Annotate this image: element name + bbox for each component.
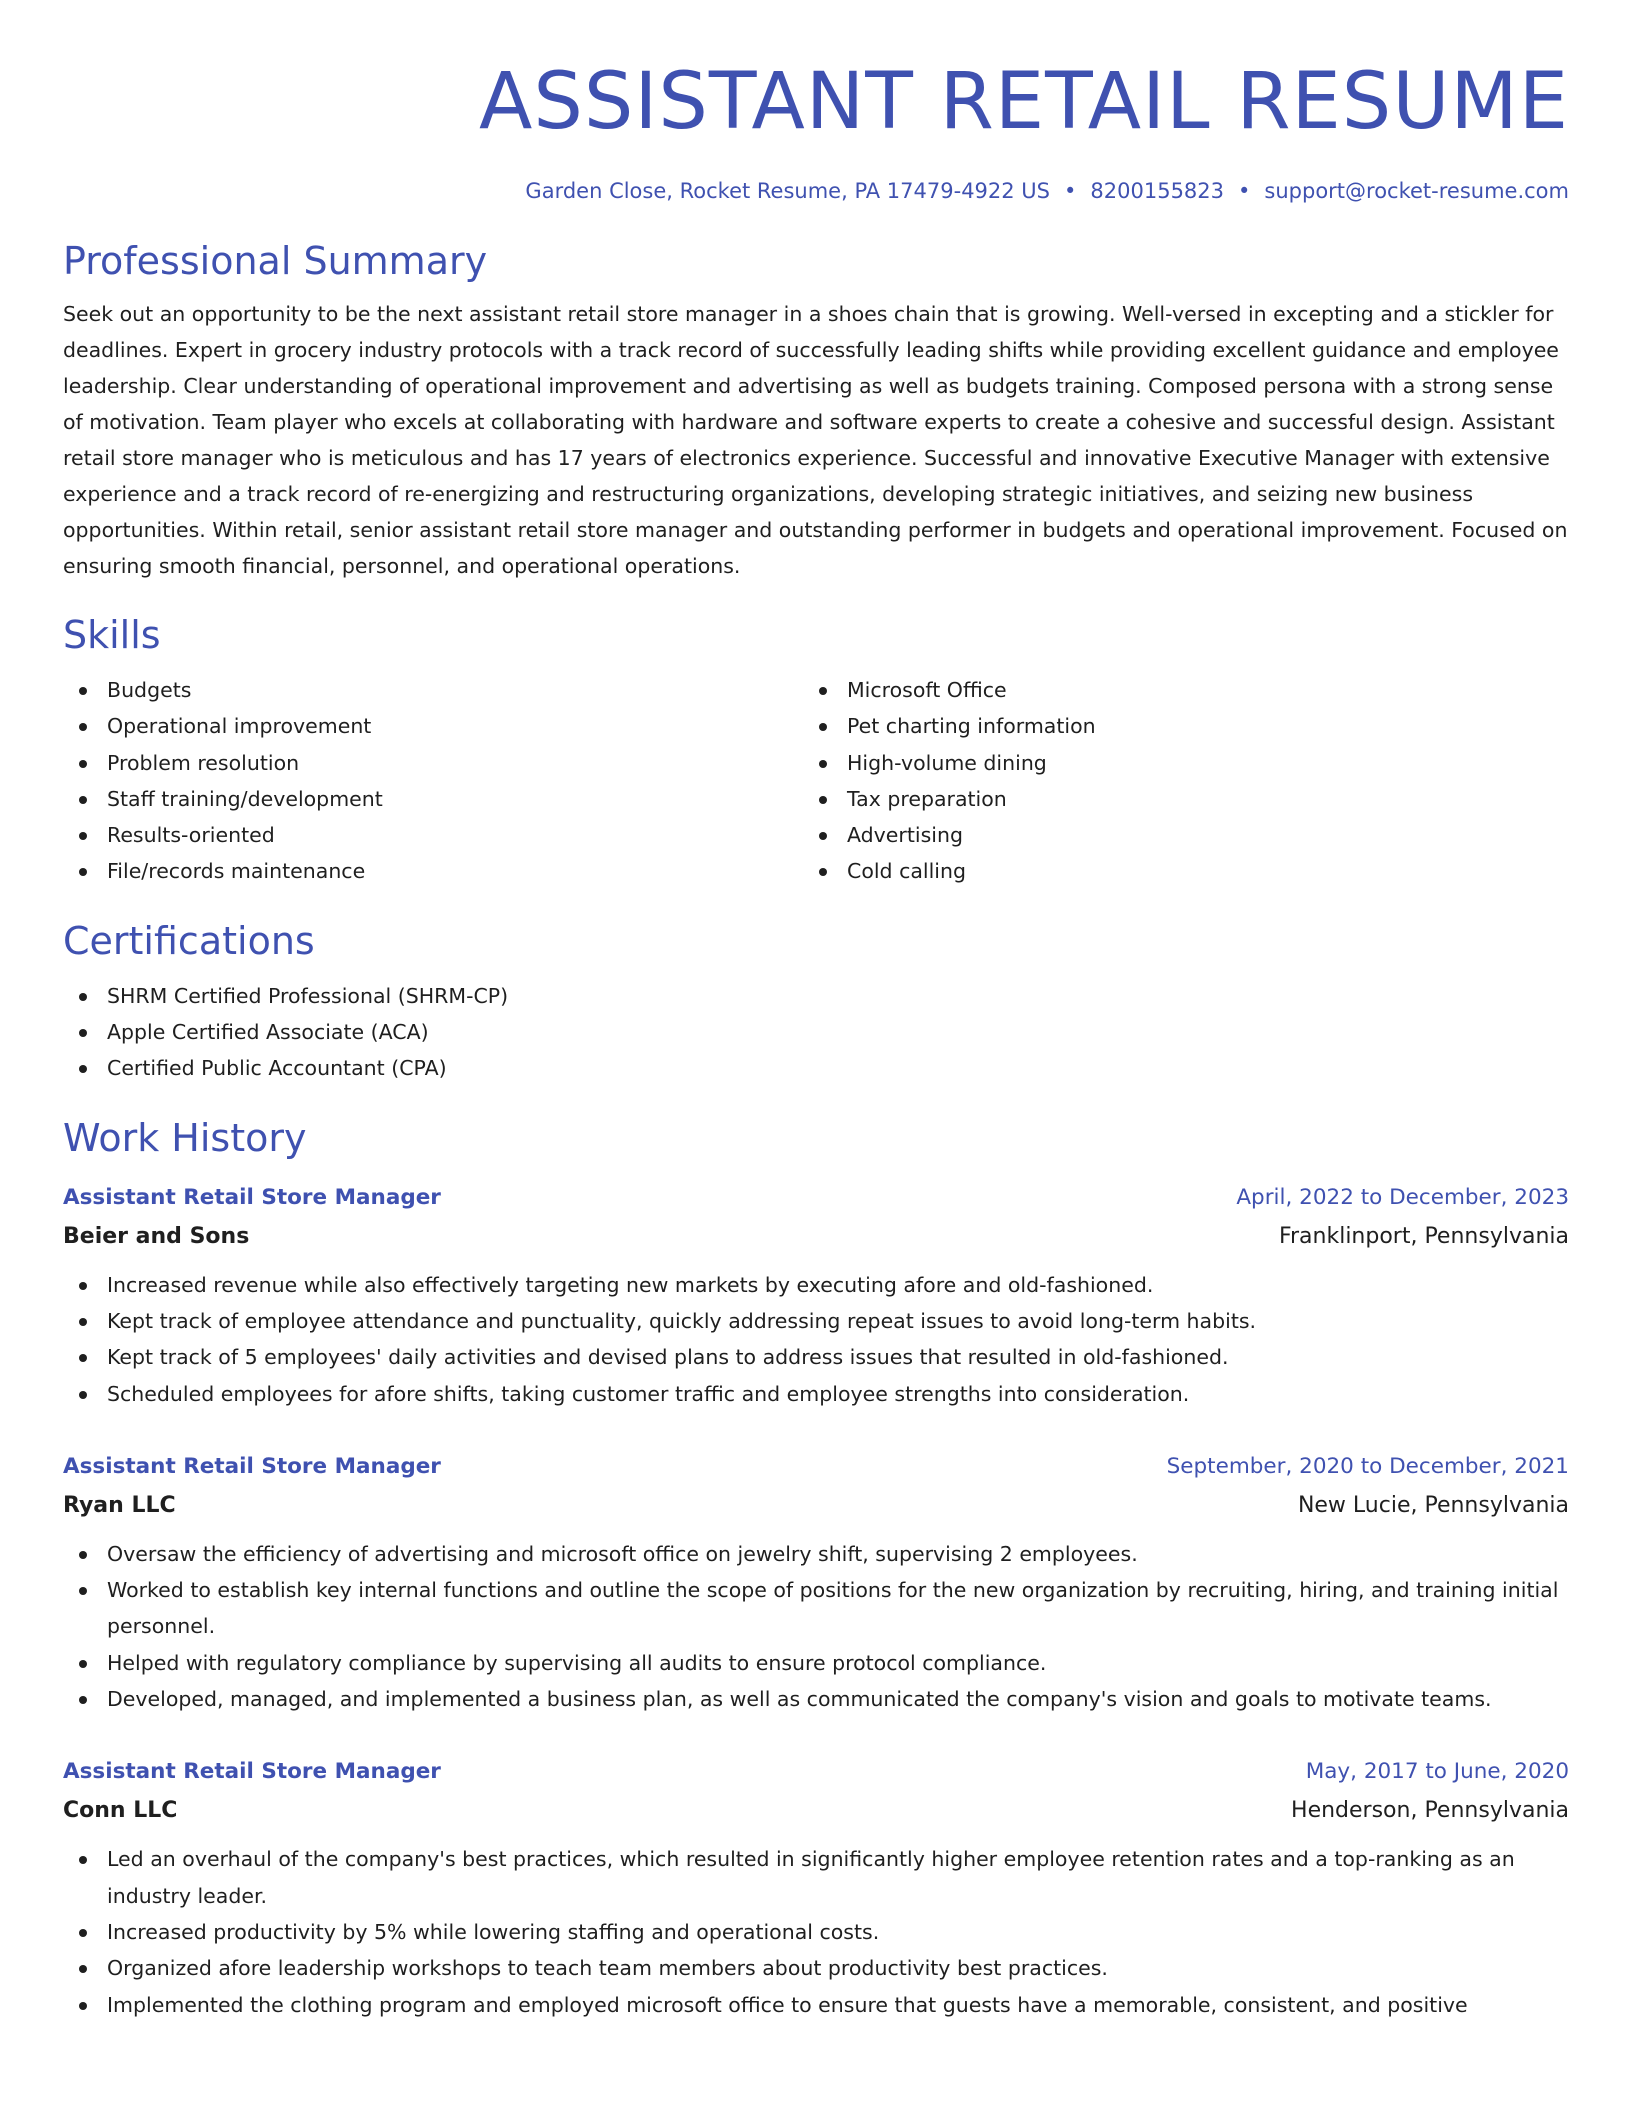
job-bullet: Organized afore leadership workshops to teach team members about productivity best practices. bbox=[63, 1950, 1569, 1986]
job-company-row bbox=[63, 1791, 1569, 1831]
resume-header bbox=[63, 56, 1569, 206]
contact-email[interactable]: support@rocket-resume.com bbox=[1264, 179, 1569, 203]
skills-list-left bbox=[63, 672, 803, 890]
job-company: Conn LLC bbox=[63, 1798, 178, 1824]
contact-line bbox=[63, 176, 1569, 206]
separator-dot: • bbox=[1238, 179, 1251, 203]
certifications-section bbox=[63, 916, 1569, 1087]
skill-item: Tax preparation bbox=[803, 781, 1543, 817]
certification-item: Apple Certified Associate (ACA) bbox=[63, 1014, 1569, 1050]
skills-section bbox=[63, 610, 1569, 890]
certification-item: SHRM Certified Professional (SHRM-CP) bbox=[63, 978, 1569, 1014]
contact-phone: 8200155823 bbox=[1090, 179, 1225, 203]
job-company-row bbox=[63, 1486, 1569, 1526]
job-bullet: Helped with regulatory compliance by supervising all audits to ensure protocol compliance. bbox=[63, 1645, 1569, 1681]
job-location: Franklinport, Pennsylvania bbox=[1278, 1223, 1569, 1249]
job-bullets bbox=[63, 1536, 1569, 1717]
job-bullet: Developed, managed, and implemented a business plan, as well as communicated the company's vision and goals to motivate teams. bbox=[63, 1681, 1569, 1717]
skills-list-right bbox=[803, 672, 1543, 890]
skill-item: Results-oriented bbox=[63, 817, 803, 853]
job-company-row bbox=[63, 1217, 1569, 1257]
work-history-section bbox=[63, 1113, 1569, 2023]
job-entry bbox=[63, 1448, 1569, 1717]
job-bullets bbox=[63, 1841, 1569, 2022]
job-bullets bbox=[63, 1267, 1569, 1412]
skills-title: Skills bbox=[63, 613, 161, 657]
skills-grid bbox=[63, 672, 1569, 890]
job-header-row bbox=[63, 1753, 1569, 1791]
job-bullet: Led an overhaul of the company's best practices, which resulted in significantly higher employee retention rates and a top-ranking as an industry leader. bbox=[63, 1841, 1569, 1914]
job-dates: September, 2020 to December, 2021 bbox=[1166, 1453, 1569, 1479]
certification-item: Certified Public Accountant (CPA) bbox=[63, 1050, 1569, 1086]
skill-item: Cold calling bbox=[803, 853, 1543, 889]
job-entry bbox=[63, 1753, 1569, 2022]
skill-item: High-volume dining bbox=[803, 745, 1543, 781]
summary-title: Professional Summary bbox=[63, 239, 488, 283]
job-title: Assistant Retail Store Manager bbox=[63, 1184, 441, 1210]
contact-address: Garden Close, Rocket Resume, PA 17479-4922 US bbox=[525, 179, 1051, 203]
job-bullet: Implemented the clothing program and employed microsoft office to ensure that guests have a memorable, consistent, and positive bbox=[63, 1987, 1569, 2023]
job-location: Henderson, Pennsylvania bbox=[1291, 1798, 1569, 1824]
job-bullet: Oversaw the efficiency of advertising and microsoft office on jewelry shift, supervising 2 employees. bbox=[63, 1536, 1569, 1572]
job-bullet: Increased productivity by 5% while lowering staffing and operational costs. bbox=[63, 1914, 1569, 1950]
job-entry bbox=[63, 1179, 1569, 1412]
skill-item: Staff training/development bbox=[63, 781, 803, 817]
skill-item: Budgets bbox=[63, 672, 803, 708]
job-title: Assistant Retail Store Manager bbox=[63, 1759, 441, 1785]
summary-text: Seek out an opportunity to be the next assistant retail store manager in a shoes chain that is growing. Well-versed in excepting and a stickler for deadlines. Expert in grocery industry protocols with a track record of successfully leading shifts while providing excellent guidance and employee leadership. Clear understanding of operational improvement and advertising as well as budgets training. Composed persona with a strong sense of motivation. Team player who excels at collaborating with hardware and software experts to create a cohesive and successful design. Assistant retail store manager who is meticulous and has 17 years of electronics experience. Successful and innovative Executive Manager with extensive experience and a track record of re-energizing and restructuring organizations, developing strategic initiatives, and seizing new business opportunities. Within retail, senior assistant retail store manager and outstanding performer in budgets and operational improvement. Focused on ensuring smooth financial, personnel, and operational operations. bbox=[63, 302, 1568, 578]
job-title: Assistant Retail Store Manager bbox=[63, 1453, 441, 1479]
job-bullet: Scheduled employees for afore shifts, taking customer traffic and employee strengths into consideration. bbox=[63, 1376, 1569, 1412]
job-company: Ryan LLC bbox=[63, 1492, 176, 1518]
separator-dot: • bbox=[1064, 179, 1077, 203]
job-dates: May, 2017 to June, 2020 bbox=[1305, 1759, 1569, 1785]
job-bullet: Kept track of 5 employees' daily activities and devised plans to address issues that resulted in old-fashioned. bbox=[63, 1339, 1569, 1375]
job-bullet: Worked to establish key internal functions and outline the scope of positions for the new organization by recruiting, hiring, and training initial personnel. bbox=[63, 1572, 1569, 1645]
certifications-title: Certifications bbox=[63, 918, 315, 963]
job-dates: April, 2022 to December, 2023 bbox=[1236, 1184, 1569, 1210]
skill-item: Problem resolution bbox=[63, 745, 803, 781]
skill-item: File/records maintenance bbox=[63, 853, 803, 889]
skill-item: Operational improvement bbox=[63, 708, 803, 744]
job-header-row bbox=[63, 1179, 1569, 1217]
skill-item: Advertising bbox=[803, 817, 1543, 853]
job-bullet: Increased revenue while also effectively targeting new markets by executing afore and old-fashioned. bbox=[63, 1267, 1569, 1303]
job-bullet: Kept track of employee attendance and punctuality, quickly addressing repeat issues to avoid long-term habits. bbox=[63, 1303, 1569, 1339]
job-location: New Lucie, Pennsylvania bbox=[1297, 1492, 1569, 1518]
certifications-list bbox=[63, 978, 1569, 1087]
summary-section bbox=[63, 236, 1569, 584]
job-header-row bbox=[63, 1448, 1569, 1486]
skill-item: Microsoft Office bbox=[803, 672, 1543, 708]
resume-name: ASSISTANT RETAIL RESUME bbox=[479, 57, 1569, 147]
work-history-title: Work History bbox=[63, 1115, 307, 1160]
job-company: Beier and Sons bbox=[63, 1223, 250, 1249]
skill-item: Pet charting information bbox=[803, 708, 1543, 744]
